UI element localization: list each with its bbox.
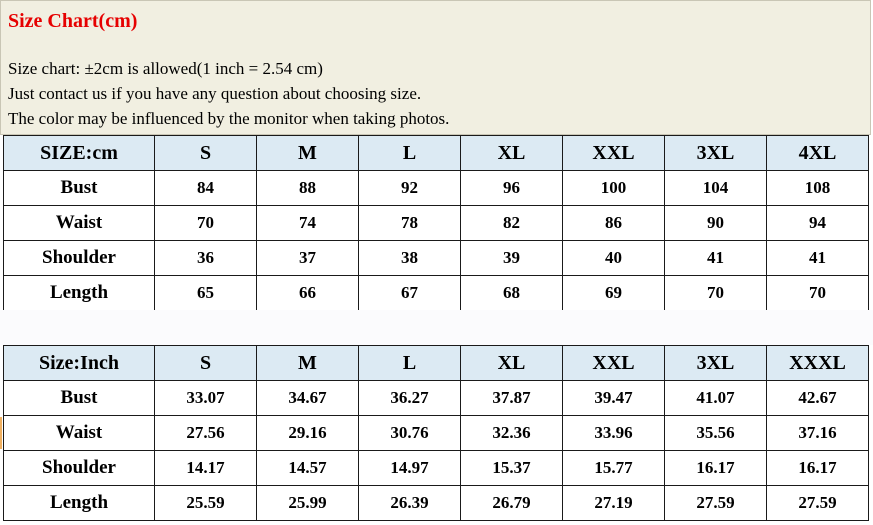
table-cell: 84: [155, 171, 257, 206]
header-cell: XXL: [563, 346, 665, 381]
table-spacer: [0, 310, 873, 345]
table-cell: 70: [767, 276, 869, 311]
table-cell: 15.77: [563, 451, 665, 486]
header-cell: L: [359, 346, 461, 381]
table-cell: 70: [665, 276, 767, 311]
table-cell: 25.99: [257, 486, 359, 521]
table-cell: 94: [767, 206, 869, 241]
table-cell: 41: [665, 241, 767, 276]
table-cell: 86: [563, 206, 665, 241]
header-cell: XXL: [563, 136, 665, 171]
contact-note: Just contact us if you have any question about choosing size.: [8, 84, 422, 103]
table-cell: 33.96: [563, 416, 665, 451]
header-cell: S: [155, 136, 257, 171]
size-chart-header: [0, 0, 871, 135]
row-label: Length: [4, 486, 155, 521]
table-cell: 39.47: [563, 381, 665, 416]
table-cell: 70: [155, 206, 257, 241]
table-row: [4, 276, 869, 311]
table-row: [4, 171, 869, 206]
table-row: [4, 241, 869, 276]
table-cell: 67: [359, 276, 461, 311]
row-label: Bust: [4, 381, 155, 416]
table-cell: 33.07: [155, 381, 257, 416]
table-cell: 108: [767, 171, 869, 206]
header-cell: M: [257, 136, 359, 171]
edge-marker: [0, 417, 2, 449]
table-cell: 34.67: [257, 381, 359, 416]
size-table-cm: [3, 135, 869, 311]
table-row: [4, 486, 869, 521]
table-cell: 90: [665, 206, 767, 241]
table-cell: 104: [665, 171, 767, 206]
header-cell: 4XL: [767, 136, 869, 171]
table-cell: 27.59: [665, 486, 767, 521]
table-cell: 78: [359, 206, 461, 241]
table-cell: 69: [563, 276, 665, 311]
table-cell: 25.59: [155, 486, 257, 521]
row-label: Waist: [4, 206, 155, 241]
page-title: Size Chart(cm): [8, 10, 138, 32]
table-cell: 14.97: [359, 451, 461, 486]
table-cell: 41: [767, 241, 869, 276]
table-cell: 96: [461, 171, 563, 206]
table-cell: 16.17: [665, 451, 767, 486]
header-cell: M: [257, 346, 359, 381]
table-cell: 30.76: [359, 416, 461, 451]
table-cell: 37.87: [461, 381, 563, 416]
row-label: Shoulder: [4, 451, 155, 486]
table-cell: 27.59: [767, 486, 869, 521]
header-cell: Size:Inch: [4, 346, 155, 381]
table-cell: 40: [563, 241, 665, 276]
table-cell: 41.07: [665, 381, 767, 416]
color-note: The color may be influenced by the monitor when taking photos.: [8, 109, 450, 128]
table-cell: 68: [461, 276, 563, 311]
table-cell: 15.37: [461, 451, 563, 486]
row-label: Bust: [4, 171, 155, 206]
header-cell: 3XL: [665, 136, 767, 171]
table-header-row: [4, 346, 869, 381]
table-cell: 88: [257, 171, 359, 206]
table-cell: 35.56: [665, 416, 767, 451]
tolerance-note: Size chart: ±2cm is allowed(1 inch = 2.54 cm): [8, 59, 323, 78]
table-row: [4, 416, 869, 451]
table-cell: 29.16: [257, 416, 359, 451]
header-cell: 3XL: [665, 346, 767, 381]
table-row: [4, 381, 869, 416]
header-cell: S: [155, 346, 257, 381]
header-cell: XL: [461, 136, 563, 171]
table-row: [4, 206, 869, 241]
table-cell: 38: [359, 241, 461, 276]
table-cell: 37.16: [767, 416, 869, 451]
table-cell: 42.67: [767, 381, 869, 416]
table-cell: 26.39: [359, 486, 461, 521]
table-cell: 26.79: [461, 486, 563, 521]
header-cell: XL: [461, 346, 563, 381]
table-cell: 39: [461, 241, 563, 276]
table-cell: 82: [461, 206, 563, 241]
table-cell: 66: [257, 276, 359, 311]
header-cell: L: [359, 136, 461, 171]
size-table-inch: [3, 345, 869, 521]
row-label: Length: [4, 276, 155, 311]
header-cell: XXXL: [767, 346, 869, 381]
table-cell: 27.19: [563, 486, 665, 521]
table-cell: 37: [257, 241, 359, 276]
table-cell: 36.27: [359, 381, 461, 416]
table-cell: 14.17: [155, 451, 257, 486]
table-row: [4, 451, 869, 486]
table-header-row: [4, 136, 869, 171]
row-label: Waist: [4, 416, 155, 451]
table-cell: 74: [257, 206, 359, 241]
table-cell: 36: [155, 241, 257, 276]
table-cell: 92: [359, 171, 461, 206]
header-cell: SIZE:cm: [4, 136, 155, 171]
table-cell: 27.56: [155, 416, 257, 451]
table-cell: 100: [563, 171, 665, 206]
table-cell: 14.57: [257, 451, 359, 486]
row-label: Shoulder: [4, 241, 155, 276]
table-cell: 16.17: [767, 451, 869, 486]
table-cell: 65: [155, 276, 257, 311]
table-cell: 32.36: [461, 416, 563, 451]
